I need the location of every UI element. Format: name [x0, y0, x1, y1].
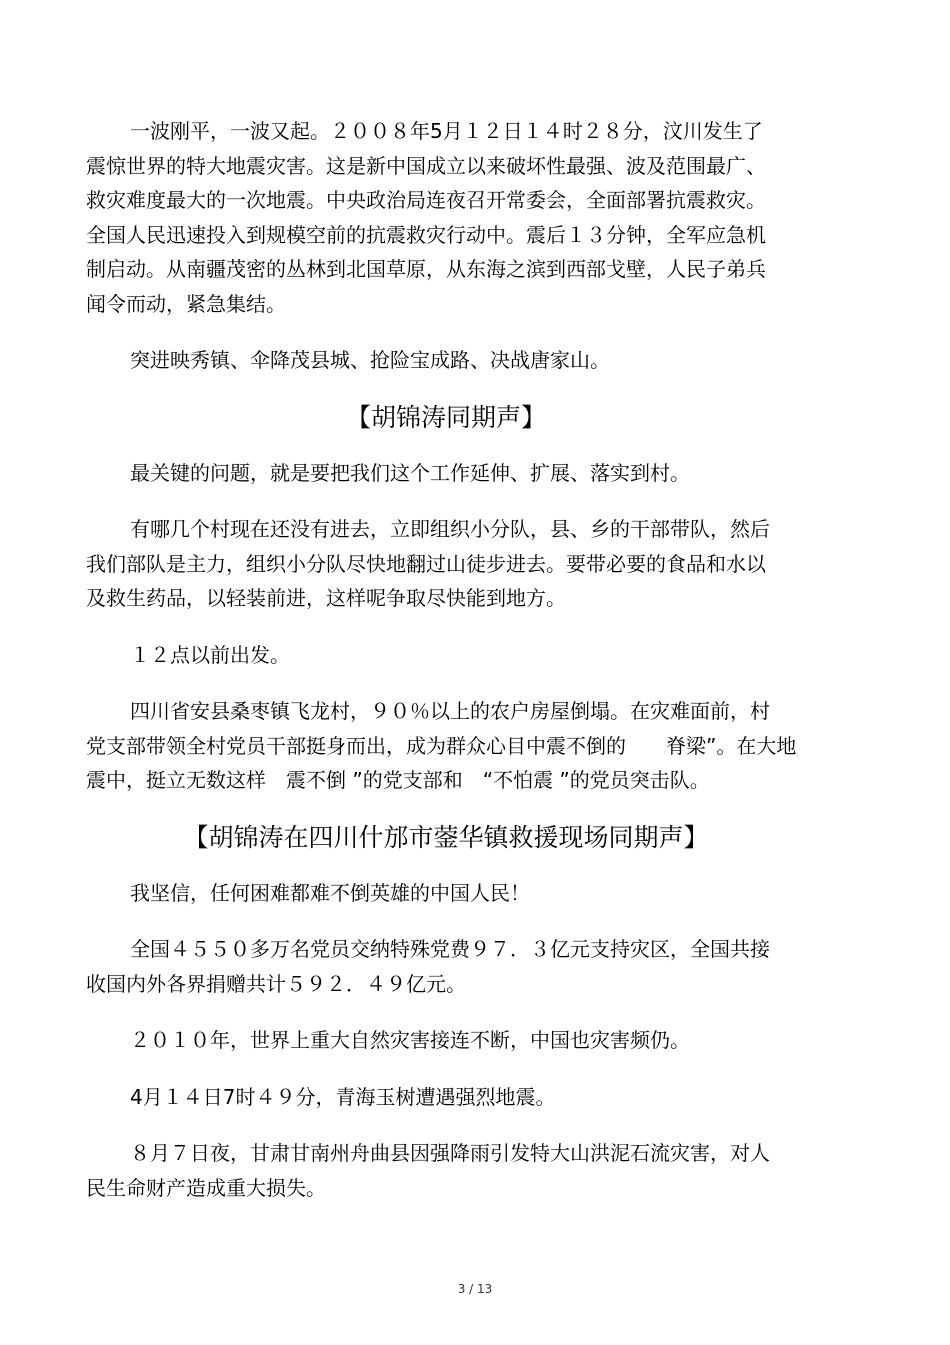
paragraph-line: 党支部带领全村党员干部挺身而出，成为群众心目中震不倒的 脊梁”。在大地 — [86, 733, 797, 758]
paragraph — [86, 114, 846, 321]
paragraph-line: 闻令而动，紧急集结。 — [86, 291, 286, 316]
paragraph-line: 一波刚平，一波又起。２００８年5月１２日１４时２８分，汶川发生了 — [130, 119, 763, 143]
paragraph-line: 四川省安县桑枣镇飞龙村，９０％以上的农户房屋倒塌。在灾难面前，村 — [130, 699, 770, 723]
paragraph — [86, 343, 846, 378]
paragraph — [86, 456, 846, 491]
paragraph-line: 最关键的问题，就是要把我们这个工作延伸、扩展、落实到村。 — [130, 460, 690, 485]
paragraph-line: 全国４５５０多万名党员交纳特殊党费９７．３亿元支持灾区，全国共接 — [130, 937, 770, 961]
paragraph — [86, 1023, 846, 1058]
paragraph — [86, 694, 846, 798]
paragraph — [86, 1136, 846, 1205]
paragraph-line: 全国人民迅速投入到规模空前的抗震救灾行动中。震后１３分钟，全军应急机 — [86, 222, 766, 247]
paragraph-line: 我们部队是主力，组织小分队尽快地翻过山徒步进去。要带必要的食品和水以 — [86, 551, 766, 576]
paragraph-line: 突进映秀镇、伞降茂县城、抢险宝成路、决战唐家山。 — [130, 348, 610, 372]
section-heading: 【胡锦涛同期声】 — [345, 402, 546, 432]
paragraph — [86, 932, 846, 1001]
paragraph — [86, 1080, 846, 1115]
paragraph-line: 民生命财产造成重大损失。 — [86, 1175, 326, 1200]
paragraph-line: 震惊世界的特大地震灾害。这是新中国成立以来破坏性最强、波及范围最广、 — [86, 153, 766, 178]
document-body — [86, 114, 846, 1227]
paragraph-line: 震中，挺立无数这样 震不倒 ”的党支部和 “不怕震 ”的党员突击队。 — [86, 768, 710, 792]
section-heading: 【胡锦涛在四川什邡市蓥华镇救援现场同期声】 — [183, 822, 709, 852]
paragraph-line: 制启动。从南疆茂密的丛林到北国草原，从东海之滨到西部戈壁，人民子弟兵 — [86, 257, 766, 281]
paragraph-line: ２０１０年，世界上重大自然灾害接连不断，中国也灾害频仍。 — [130, 1028, 690, 1052]
paragraph — [86, 638, 846, 673]
paragraph — [86, 512, 846, 616]
paragraph-line: 有哪几个村现在还没有进去，立即组织小分队，县、乡的干部带队，然后 — [130, 517, 770, 541]
paragraph-line: １２点以前出发。 — [130, 642, 290, 667]
page-number: 3 / 13 — [457, 1282, 493, 1296]
paragraph-line: ８月７日夜，甘肃甘南州舟曲县因强降雨引发特大山洪泥石流灾害，对人 — [130, 1141, 770, 1165]
paragraph — [86, 876, 846, 911]
paragraph-line: 救灾难度最大的一次地震。中央政治局连夜召开常委会，全面部署抗震救灾。 — [86, 188, 766, 212]
paragraph-line: 收国内外各界捐赠共计５９２．４９亿元。 — [86, 971, 466, 996]
paragraph-line: 4月１４日7时４９分，青海玉树遭遇强烈地震。 — [130, 1084, 556, 1109]
paragraph-line: 及救生药品，以轻装前进，这样呢争取尽快能到地方。 — [86, 586, 566, 610]
paragraph-line: 我坚信，任何困难都难不倒英雄的中国人民！ — [130, 880, 530, 905]
